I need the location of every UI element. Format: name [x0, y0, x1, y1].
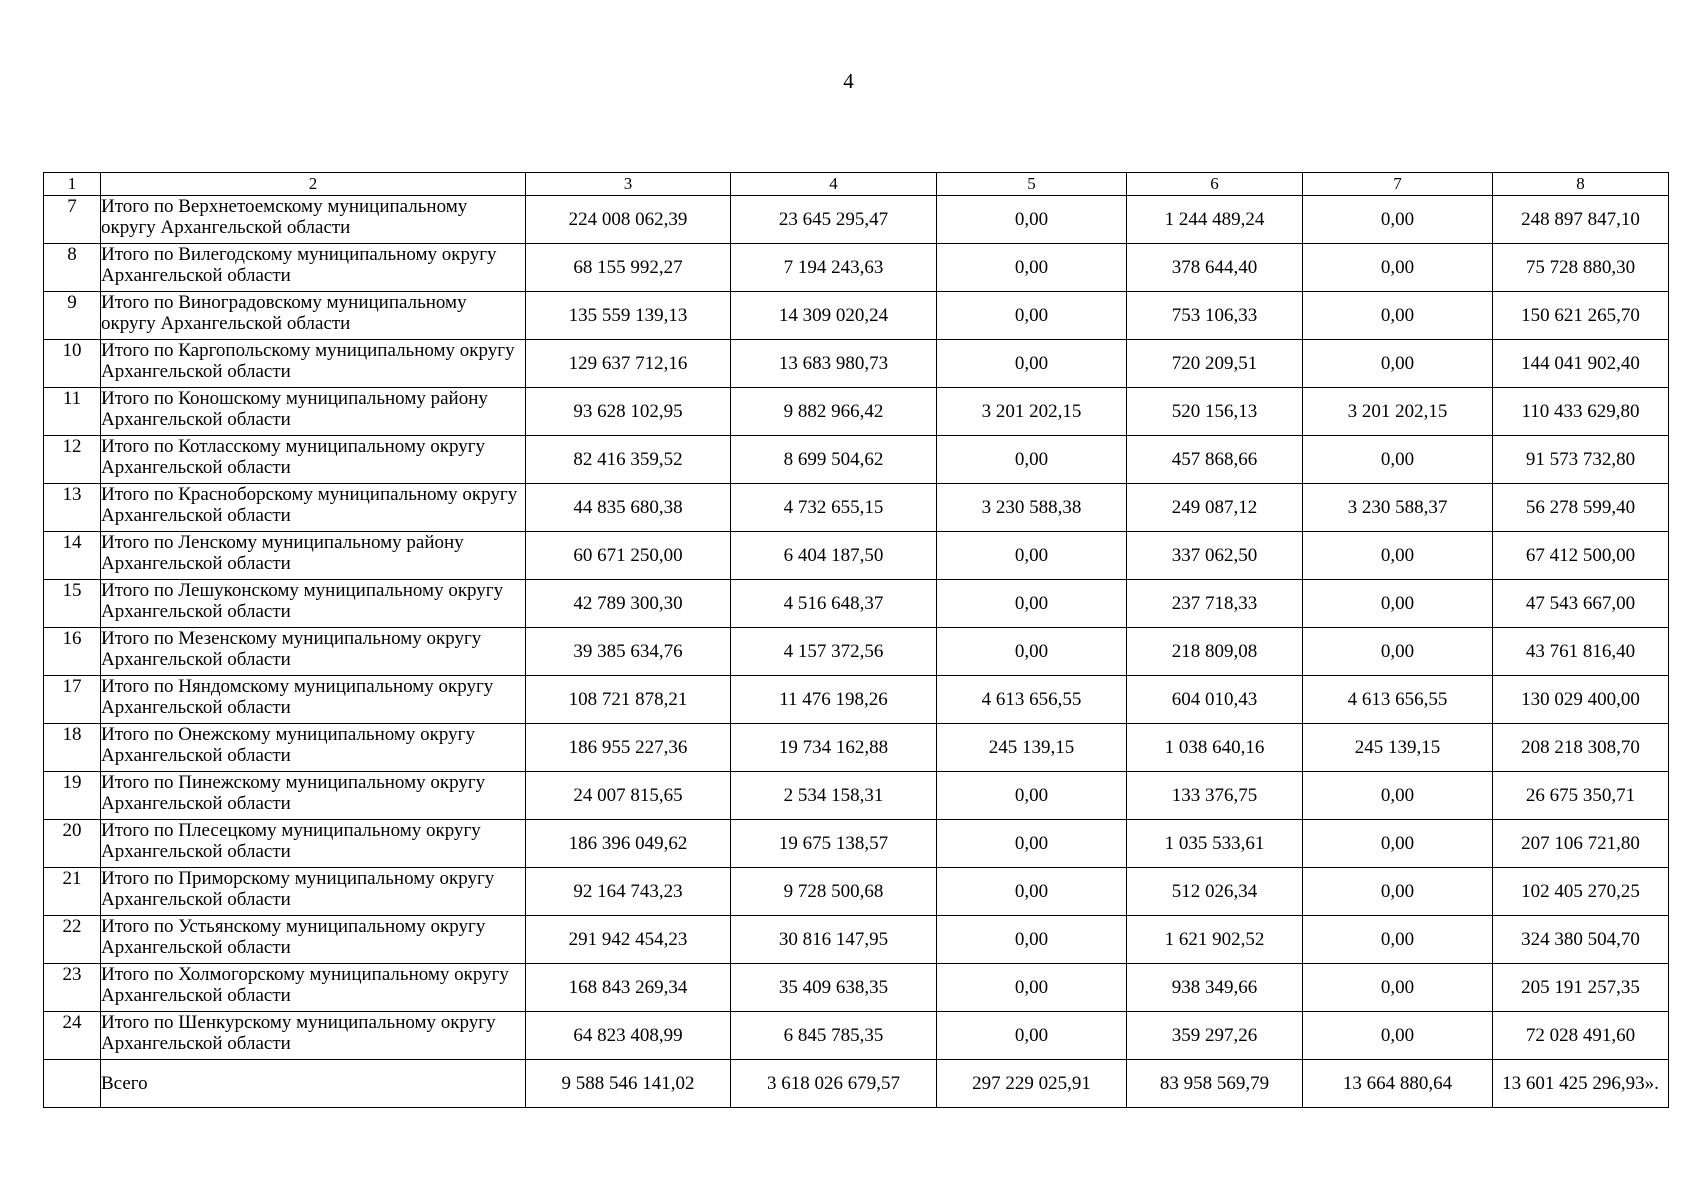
amount-cell-6: 753 106,33 — [1127, 292, 1303, 340]
amount-cell-5: 0,00 — [937, 580, 1127, 628]
amount-cell-8: 110 433 629,80 — [1493, 388, 1669, 436]
amount-cell-3: 108 721 878,21 — [526, 676, 731, 724]
amount-cell-7: 0,00 — [1303, 340, 1493, 388]
amount-cell-8: 208 218 308,70 — [1493, 724, 1669, 772]
amount-cell-6: 1 621 902,52 — [1127, 916, 1303, 964]
amount-cell-7: 4 613 656,55 — [1303, 676, 1493, 724]
amount-cell-5: 0,00 — [937, 1012, 1127, 1060]
amount-cell-8: 248 897 847,10 — [1493, 196, 1669, 244]
header-row — [44, 173, 1669, 196]
amount-cell-8: 91 573 732,80 — [1493, 436, 1669, 484]
amount-cell-7: 0,00 — [1303, 964, 1493, 1012]
amount-cell-3: 24 007 815,65 — [526, 772, 731, 820]
amount-cell-7: 0,00 — [1303, 196, 1493, 244]
column-header: 3 — [526, 173, 731, 196]
amount-cell-8: 67 412 500,00 — [1493, 532, 1669, 580]
amount-cell-3: 92 164 743,23 — [526, 868, 731, 916]
row-number: 10 — [44, 340, 101, 388]
amount-cell-4: 11 476 198,26 — [731, 676, 937, 724]
column-header: 8 — [1493, 173, 1669, 196]
amount-cell-5: 0,00 — [937, 772, 1127, 820]
amount-cell-5: 0,00 — [937, 964, 1127, 1012]
amount-cell-3: 82 416 359,52 — [526, 436, 731, 484]
amount-cell-6: 1 035 533,61 — [1127, 820, 1303, 868]
row-number: 8 — [44, 244, 101, 292]
amount-cell-6: 83 958 569,79 — [1127, 1060, 1303, 1108]
row-number: 7 — [44, 196, 101, 244]
table-row — [44, 580, 1669, 628]
table-row — [44, 244, 1669, 292]
amount-cell-3: 64 823 408,99 — [526, 1012, 731, 1060]
amount-cell-4: 6 404 187,50 — [731, 532, 937, 580]
page-number: 4 — [843, 69, 854, 93]
amount-cell-7: 0,00 — [1303, 292, 1493, 340]
amount-cell-5: 0,00 — [937, 340, 1127, 388]
amount-cell-5: 245 139,15 — [937, 724, 1127, 772]
row-number: 21 — [44, 868, 101, 916]
column-header: 4 — [731, 173, 937, 196]
municipality-name: Итого по Красноборскому муниципальному округу Архангельской области — [101, 484, 526, 532]
table-row — [44, 196, 1669, 244]
amount-cell-4: 14 309 020,24 — [731, 292, 937, 340]
amount-cell-4: 4 516 648,37 — [731, 580, 937, 628]
row-number: 20 — [44, 820, 101, 868]
amount-cell-6: 359 297,26 — [1127, 1012, 1303, 1060]
row-number: 15 — [44, 580, 101, 628]
amount-cell-6: 520 156,13 — [1127, 388, 1303, 436]
row-number: 24 — [44, 1012, 101, 1060]
municipality-name: Итого по Шенкурскому муниципальному округу Архангельской области — [101, 1012, 526, 1060]
amount-cell-7: 13 664 880,64 — [1303, 1060, 1493, 1108]
municipality-name: Итого по Приморскому муниципальному округу Архангельской области — [101, 868, 526, 916]
table-row — [44, 532, 1669, 580]
amount-cell-4: 4 157 372,56 — [731, 628, 937, 676]
amount-cell-5: 0,00 — [937, 820, 1127, 868]
row-number: 9 — [44, 292, 101, 340]
row-number: 17 — [44, 676, 101, 724]
column-header: 1 — [44, 173, 101, 196]
amount-cell-7: 0,00 — [1303, 772, 1493, 820]
amount-cell-3: 68 155 992,27 — [526, 244, 731, 292]
amount-cell-6: 720 209,51 — [1127, 340, 1303, 388]
amount-cell-5: 0,00 — [937, 868, 1127, 916]
table-row — [44, 388, 1669, 436]
amount-cell-6: 378 644,40 — [1127, 244, 1303, 292]
table-row — [44, 820, 1669, 868]
amount-cell-7: 0,00 — [1303, 628, 1493, 676]
amount-cell-8: 75 728 880,30 — [1493, 244, 1669, 292]
amount-cell-5: 297 229 025,91 — [937, 1060, 1127, 1108]
amount-cell-6: 512 026,34 — [1127, 868, 1303, 916]
amount-cell-8: 72 028 491,60 — [1493, 1012, 1669, 1060]
amount-cell-5: 0,00 — [937, 196, 1127, 244]
municipality-name: Итого по Устьянскому муниципальному округу Архангельской области — [101, 916, 526, 964]
amount-cell-3: 224 008 062,39 — [526, 196, 731, 244]
amount-cell-6: 457 868,66 — [1127, 436, 1303, 484]
municipality-name: Итого по Няндомскому муниципальному округу Архангельской области — [101, 676, 526, 724]
table-row — [44, 916, 1669, 964]
municipality-name: Итого по Виноградовскому муниципальному округу Архангельской области — [101, 292, 526, 340]
municipality-name: Итого по Онежскому муниципальному округу Архангельской области — [101, 724, 526, 772]
amount-cell-5: 0,00 — [937, 532, 1127, 580]
amount-cell-8: 26 675 350,71 — [1493, 772, 1669, 820]
amount-cell-8: 47 543 667,00 — [1493, 580, 1669, 628]
amount-cell-3: 168 843 269,34 — [526, 964, 731, 1012]
amount-cell-4: 3 618 026 679,57 — [731, 1060, 937, 1108]
amount-cell-3: 44 835 680,38 — [526, 484, 731, 532]
amount-cell-5: 4 613 656,55 — [937, 676, 1127, 724]
total-row — [44, 1060, 1669, 1108]
amount-cell-5: 0,00 — [937, 916, 1127, 964]
amount-cell-6: 218 809,08 — [1127, 628, 1303, 676]
amount-cell-5: 3 230 588,38 — [937, 484, 1127, 532]
municipality-name: Всего — [101, 1060, 526, 1108]
amount-cell-8: 43 761 816,40 — [1493, 628, 1669, 676]
municipality-name: Итого по Пинежскому муниципальному округу Архангельской области — [101, 772, 526, 820]
municipality-name: Итого по Вилегодскому муниципальному округу Архангельской области — [101, 244, 526, 292]
table-row — [44, 868, 1669, 916]
amount-cell-5: 0,00 — [937, 244, 1127, 292]
amount-cell-4: 4 732 655,15 — [731, 484, 937, 532]
amount-cell-4: 9 882 966,42 — [731, 388, 937, 436]
amount-cell-7: 0,00 — [1303, 916, 1493, 964]
amount-cell-8: 150 621 265,70 — [1493, 292, 1669, 340]
table-row — [44, 676, 1669, 724]
amount-cell-4: 2 534 158,31 — [731, 772, 937, 820]
row-number: 16 — [44, 628, 101, 676]
row-number: 19 — [44, 772, 101, 820]
amount-cell-4: 19 734 162,88 — [731, 724, 937, 772]
row-number: 22 — [44, 916, 101, 964]
amount-cell-8: 13 601 425 296,93». — [1493, 1060, 1669, 1108]
amount-cell-6: 938 349,66 — [1127, 964, 1303, 1012]
amount-cell-4: 8 699 504,62 — [731, 436, 937, 484]
row-number: 13 — [44, 484, 101, 532]
row-number: 11 — [44, 388, 101, 436]
municipality-name: Итого по Котласскому муниципальному округу Архангельской области — [101, 436, 526, 484]
table-row — [44, 724, 1669, 772]
amount-cell-8: 207 106 721,80 — [1493, 820, 1669, 868]
table-row — [44, 1012, 1669, 1060]
amount-cell-3: 39 385 634,76 — [526, 628, 731, 676]
column-header: 6 — [1127, 173, 1303, 196]
amount-cell-4: 13 683 980,73 — [731, 340, 937, 388]
amount-cell-7: 0,00 — [1303, 244, 1493, 292]
amount-cell-4: 7 194 243,63 — [731, 244, 937, 292]
municipality-name: Итого по Коношскому муниципальному району Архангельской области — [101, 388, 526, 436]
amount-cell-7: 3 230 588,37 — [1303, 484, 1493, 532]
amount-cell-3: 135 559 139,13 — [526, 292, 731, 340]
table-row — [44, 484, 1669, 532]
amount-cell-3: 93 628 102,95 — [526, 388, 731, 436]
table-row — [44, 772, 1669, 820]
amount-cell-6: 1 038 640,16 — [1127, 724, 1303, 772]
amount-cell-8: 324 380 504,70 — [1493, 916, 1669, 964]
amount-cell-8: 205 191 257,35 — [1493, 964, 1669, 1012]
column-header: 7 — [1303, 173, 1493, 196]
municipality-name: Итого по Лешуконскому муниципальному округу Архангельской области — [101, 580, 526, 628]
amount-cell-8: 144 041 902,40 — [1493, 340, 1669, 388]
row-number: 12 — [44, 436, 101, 484]
column-header: 5 — [937, 173, 1127, 196]
amount-cell-7: 245 139,15 — [1303, 724, 1493, 772]
amount-cell-6: 337 062,50 — [1127, 532, 1303, 580]
amount-cell-5: 3 201 202,15 — [937, 388, 1127, 436]
amount-cell-3: 60 671 250,00 — [526, 532, 731, 580]
amount-cell-3: 9 588 546 141,02 — [526, 1060, 731, 1108]
amount-cell-3: 42 789 300,30 — [526, 580, 731, 628]
amount-cell-7: 0,00 — [1303, 436, 1493, 484]
amount-cell-4: 30 816 147,95 — [731, 916, 937, 964]
table-row — [44, 340, 1669, 388]
allocation-table — [43, 172, 1669, 1108]
table-body — [44, 196, 1669, 1108]
amount-cell-4: 9 728 500,68 — [731, 868, 937, 916]
amount-cell-5: 0,00 — [937, 436, 1127, 484]
amount-cell-3: 129 637 712,16 — [526, 340, 731, 388]
amount-cell-5: 0,00 — [937, 292, 1127, 340]
amount-cell-7: 3 201 202,15 — [1303, 388, 1493, 436]
amount-cell-3: 186 396 049,62 — [526, 820, 731, 868]
table-row — [44, 964, 1669, 1012]
amount-cell-4: 19 675 138,57 — [731, 820, 937, 868]
amount-cell-4: 6 845 785,35 — [731, 1012, 937, 1060]
amount-cell-7: 0,00 — [1303, 820, 1493, 868]
row-number: 14 — [44, 532, 101, 580]
amount-cell-6: 249 087,12 — [1127, 484, 1303, 532]
municipality-name: Итого по Мезенскому муниципальному округу Архангельской области — [101, 628, 526, 676]
amount-cell-8: 102 405 270,25 — [1493, 868, 1669, 916]
amount-cell-6: 1 244 489,24 — [1127, 196, 1303, 244]
amount-cell-7: 0,00 — [1303, 868, 1493, 916]
table-row — [44, 628, 1669, 676]
amount-cell-6: 237 718,33 — [1127, 580, 1303, 628]
amount-cell-7: 0,00 — [1303, 580, 1493, 628]
municipality-name: Итого по Верхнетоемскому муниципальному округу Архангельской области — [101, 196, 526, 244]
amount-cell-7: 0,00 — [1303, 1012, 1493, 1060]
municipality-name: Итого по Каргопольскому муниципальному округу Архангельской области — [101, 340, 526, 388]
municipality-name: Итого по Холмогорскому муниципальному округу Архангельской области — [101, 964, 526, 1012]
table-row — [44, 292, 1669, 340]
amount-cell-4: 23 645 295,47 — [731, 196, 937, 244]
amount-cell-3: 186 955 227,36 — [526, 724, 731, 772]
municipality-name: Итого по Плесецкому муниципальному округу Архангельской области — [101, 820, 526, 868]
amount-cell-8: 130 029 400,00 — [1493, 676, 1669, 724]
amount-cell-7: 0,00 — [1303, 532, 1493, 580]
amount-cell-8: 56 278 599,40 — [1493, 484, 1669, 532]
row-number — [44, 1060, 101, 1108]
amount-cell-4: 35 409 638,35 — [731, 964, 937, 1012]
table-row — [44, 436, 1669, 484]
row-number: 23 — [44, 964, 101, 1012]
amount-cell-6: 133 376,75 — [1127, 772, 1303, 820]
amount-cell-6: 604 010,43 — [1127, 676, 1303, 724]
column-header: 2 — [101, 173, 526, 196]
amount-cell-5: 0,00 — [937, 628, 1127, 676]
amount-cell-3: 291 942 454,23 — [526, 916, 731, 964]
municipality-name: Итого по Ленскому муниципальному району Архангельской области — [101, 532, 526, 580]
row-number: 18 — [44, 724, 101, 772]
